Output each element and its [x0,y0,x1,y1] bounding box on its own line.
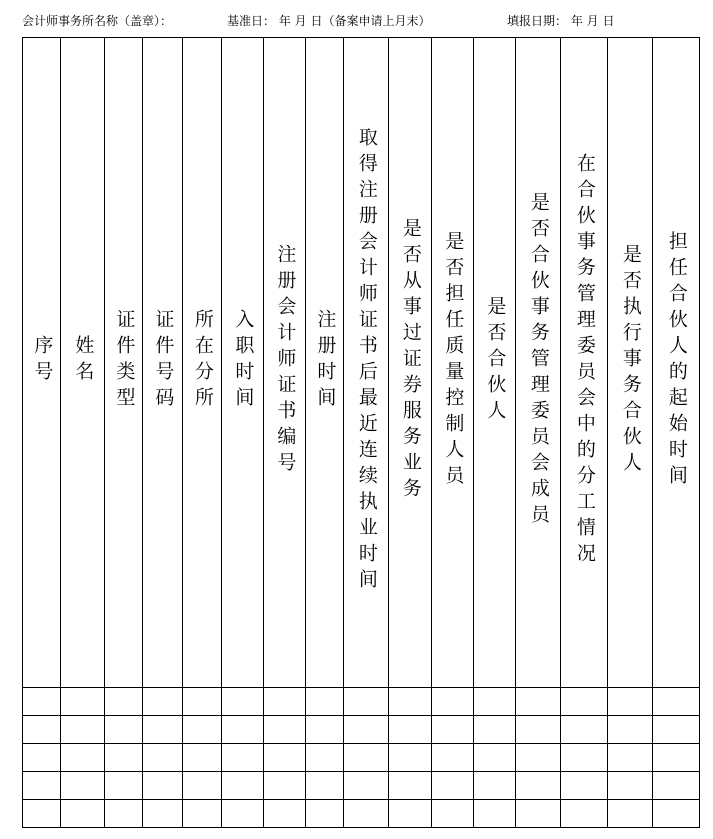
table-cell[interactable] [432,772,474,800]
table-cell[interactable] [183,744,222,772]
column-header-label: 取得注册会计师证书后最近连续执业时间 [355,126,378,595]
table-cell[interactable] [143,800,183,828]
table-header-row [23,38,700,688]
table-cell[interactable] [105,744,143,772]
table-cell[interactable] [61,716,105,744]
table-cell[interactable] [306,744,344,772]
table-cell[interactable] [432,800,474,828]
cpa-roster-table [22,37,700,828]
column-header-label: 是否从事过证券服务业务 [399,217,422,504]
table-cell[interactable] [608,772,653,800]
column-header-label: 是否担任质量控制人员 [442,230,465,491]
column-header [23,38,61,688]
column-header [183,38,222,688]
column-header-label: 证件类型 [113,308,136,413]
table-row [23,744,700,772]
table-cell[interactable] [561,688,608,716]
column-header-label: 担任合伙人的起始时间 [665,230,688,491]
table-cell[interactable] [653,716,700,744]
table-cell[interactable] [143,716,183,744]
table-cell[interactable] [653,772,700,800]
table-cell[interactable] [264,716,306,744]
table-cell[interactable] [561,744,608,772]
table-cell[interactable] [61,800,105,828]
table-cell[interactable] [264,688,306,716]
column-header [306,38,344,688]
table-cell[interactable] [653,744,700,772]
column-header [432,38,474,688]
table-cell[interactable] [389,716,432,744]
table-body [23,688,700,828]
table-cell[interactable] [105,716,143,744]
table-cell[interactable] [516,688,561,716]
table-cell[interactable] [516,800,561,828]
table-cell[interactable] [183,716,222,744]
table-cell[interactable] [561,772,608,800]
column-header-label: 在合伙事务管理委员会中的分工情况 [573,152,596,569]
column-header-label: 是否合伙事务管理委员会成员 [527,191,550,530]
table-cell[interactable] [183,688,222,716]
table-cell[interactable] [432,744,474,772]
table-cell[interactable] [432,688,474,716]
table-cell[interactable] [474,772,516,800]
table-cell[interactable] [474,688,516,716]
table-cell[interactable] [23,800,61,828]
table-cell[interactable] [653,688,700,716]
form-header [22,12,702,30]
table-cell[interactable] [389,772,432,800]
table-row [23,688,700,716]
column-header-label: 注册会计师证书编号 [274,243,297,478]
report-date-label: 填报日期： 年 月 日 [507,14,615,28]
column-header-label: 入职时间 [232,308,255,413]
column-header [516,38,561,688]
column-header-label: 姓名 [72,334,95,387]
table-cell[interactable] [344,716,389,744]
table-cell[interactable] [608,744,653,772]
table-cell[interactable] [608,800,653,828]
table-cell[interactable] [222,716,264,744]
column-header [222,38,264,688]
table-row [23,800,700,828]
table-cell[interactable] [389,688,432,716]
table-cell[interactable] [389,800,432,828]
table-cell[interactable] [183,800,222,828]
firm-name-label: 会计师事务所名称（盖章）： [22,14,173,28]
column-header [653,38,700,688]
column-header-label: 所在分所 [191,308,214,413]
table-cell[interactable] [61,772,105,800]
table-cell[interactable] [653,800,700,828]
column-header [389,38,432,688]
table-cell[interactable] [608,688,653,716]
table-cell[interactable] [344,772,389,800]
table-cell[interactable] [474,716,516,744]
table-cell[interactable] [306,800,344,828]
table-cell[interactable] [306,716,344,744]
column-header [105,38,143,688]
table-cell[interactable] [105,800,143,828]
table-cell[interactable] [222,744,264,772]
table-cell[interactable] [222,772,264,800]
table-cell[interactable] [516,772,561,800]
table-cell[interactable] [105,772,143,800]
base-date-label: 基准日： 年 月 日（备案申请上月末） [227,14,431,28]
table-cell[interactable] [474,800,516,828]
table-cell[interactable] [61,744,105,772]
table-cell[interactable] [222,800,264,828]
table-cell[interactable] [143,744,183,772]
column-header [344,38,389,688]
table-row [23,716,700,744]
column-header [61,38,105,688]
table-cell[interactable] [143,688,183,716]
table-cell[interactable] [561,800,608,828]
column-header-label: 证件号码 [152,308,175,413]
column-header [264,38,306,688]
column-header [561,38,608,688]
table-cell[interactable] [561,716,608,744]
table-cell[interactable] [23,688,61,716]
table-cell[interactable] [23,716,61,744]
column-header [608,38,653,688]
table-cell[interactable] [344,800,389,828]
table-cell[interactable] [389,744,432,772]
column-header-label: 注册时间 [314,308,337,413]
table-cell[interactable] [264,772,306,800]
table-cell[interactable] [23,744,61,772]
table-cell[interactable] [432,716,474,744]
table-cell[interactable] [608,716,653,744]
table-cell[interactable] [306,772,344,800]
table-cell[interactable] [264,800,306,828]
table-cell[interactable] [344,688,389,716]
table-cell[interactable] [61,688,105,716]
table-cell[interactable] [23,772,61,800]
table-cell[interactable] [516,716,561,744]
table-row [23,772,700,800]
table-cell[interactable] [516,744,561,772]
table-cell[interactable] [306,688,344,716]
column-header-label: 序号 [31,334,54,387]
table-cell[interactable] [143,772,183,800]
table-cell[interactable] [344,744,389,772]
table-cell[interactable] [264,744,306,772]
table-cell[interactable] [183,772,222,800]
column-header [474,38,516,688]
table-cell[interactable] [222,688,264,716]
column-header-label: 是否执行事务合伙人 [619,243,642,478]
table-cell[interactable] [105,688,143,716]
table-cell[interactable] [474,744,516,772]
column-header-label: 是否合伙人 [484,295,507,426]
column-header [143,38,183,688]
